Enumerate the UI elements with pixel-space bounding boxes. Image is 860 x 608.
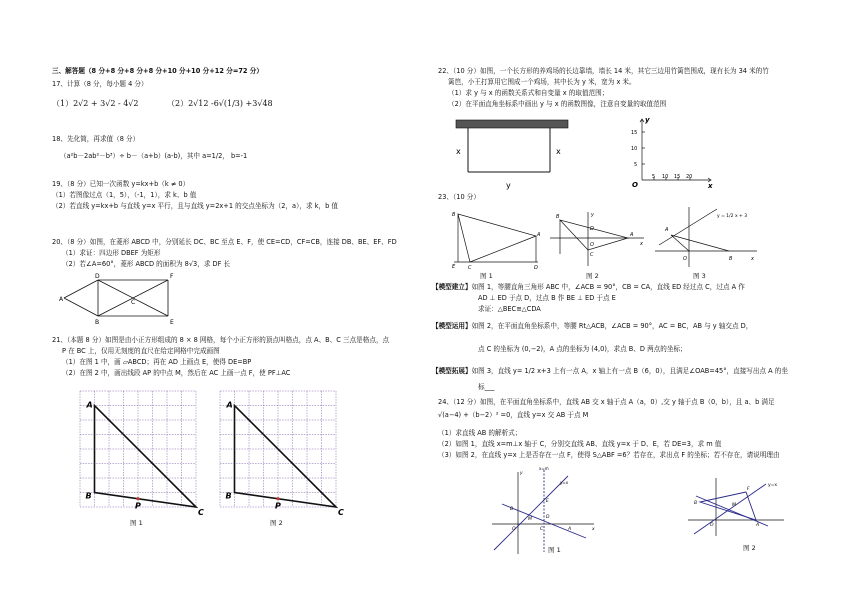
q23-f1-e: E xyxy=(452,264,456,270)
grid-label-p: P xyxy=(135,501,141,511)
q22-wall-figure xyxy=(450,116,580,191)
q22-ytick-15: 15 xyxy=(631,130,638,136)
q23-f2-y: y xyxy=(591,212,594,218)
q22-title: 22、（10 分）如图，一个长方形的养鸡场的长边靠墙，墙长 14 米，其它三边用竹篱笆围成，现有长为 34 米的竹 xyxy=(438,67,769,75)
q21-title: 21、（本题 8 分）如图是由小正方形组成的 8 × 8 网格，每个小正方形的顶点叫格点，点 A、B、C 三点是格点，点 xyxy=(52,336,390,344)
q24-f1-yx: y=x xyxy=(560,480,569,485)
q17-part2: （2）2√12 -6√(1/3) +3√48 xyxy=(167,99,273,108)
q18-title: 18、先化简，再求值（8 分） xyxy=(52,135,140,143)
q24-f2-yx: y=x xyxy=(768,483,778,488)
grid-label-b: B xyxy=(85,491,92,501)
wall xyxy=(456,120,568,128)
q24-f2-m: M xyxy=(732,503,736,508)
q24-f2-f: F xyxy=(747,487,750,492)
q23-f2-d: D xyxy=(590,226,594,232)
q24-f1-c: C xyxy=(540,527,544,532)
q22-part1: （1）求 y 与 x 的函数关系式和自变量 x 的取值范围； xyxy=(448,89,609,97)
q23-f1-a: A xyxy=(537,232,541,238)
q18-expression: （a²b－2ab²－b³）÷ b－（a+b）(a-b)，其中 a=1/2， b=-1 xyxy=(60,152,248,160)
q22-label-x-left: x xyxy=(456,147,461,156)
q19-title: 19、（8 分）已知一次函数 y=kx+b（k ≠ 0） xyxy=(52,180,190,188)
q24-f1-x: x xyxy=(592,527,595,532)
q20-title: 20、（8 分）如图，在菱形 ABCD 中，分别延长 DC、BC 至点 E、F，使 CE=CD，CF=CB，连接 DB、BE、EF、FD xyxy=(52,238,397,246)
grid-label-c: C xyxy=(198,508,204,517)
q24-f1-xm: x=m xyxy=(539,466,549,471)
q21-fig1-caption: 图 1 xyxy=(130,519,143,527)
q22-axes-figure xyxy=(628,116,718,188)
q22-xtick-10: 10 xyxy=(662,174,669,180)
q24-f2-a: A xyxy=(756,523,760,528)
q24-figure-2 xyxy=(686,476,786,538)
q23-fig1-caption: 图 1 xyxy=(480,272,493,280)
q22-xtick-15: 15 xyxy=(674,174,681,180)
q23-model1-text: 如图 1，等腰直角三角形 ABC 中，∠ACB = 90°，CB = CA，直线 ED 经过点 C，过点 A 作 xyxy=(471,283,745,291)
triangle-abc xyxy=(235,406,337,508)
q24-part1: （1）求直线 AB 的解析式； xyxy=(438,429,522,437)
section-title: 三、解答题（8 分+8 分+8 分+8 分+10 分+10 分+12 分=72 分） xyxy=(52,67,263,75)
q22-ytick-10: 10 xyxy=(631,146,638,152)
q24-fig1-caption: 图 1 xyxy=(548,546,561,554)
q20-label-e: E xyxy=(170,319,174,326)
q24-f2-o: O xyxy=(710,523,714,528)
q23-f2-x: x xyxy=(640,241,643,247)
q24-f1-d: D xyxy=(546,515,550,520)
q24-part2: （2）如图 1，直线 x=m⊥x 轴于 C，分别交直线 AB、直线 y=x 于 D、E，若 DE=3，求 m 值 xyxy=(438,440,722,448)
q23-model2-tag: 【模型运用】 xyxy=(432,322,472,330)
q23-f3-o: O xyxy=(683,256,687,262)
q23-title: 23、（10 分） xyxy=(438,193,480,201)
q23-f2-a: A xyxy=(630,232,634,238)
q23-model2-line2: 点 C 的坐标为 (0,−2)，A 点的坐标为 (4,0)，求点 B、D 两点的坐标； xyxy=(478,345,687,353)
grid-label-b: B xyxy=(225,491,232,501)
q23-figure-1 xyxy=(450,208,541,271)
q23-f1-b: B xyxy=(452,212,456,218)
q23-fig3-caption: 图 3 xyxy=(693,272,706,280)
q23-f3-b: B xyxy=(729,256,733,262)
point-p xyxy=(276,497,279,500)
q17-part1: （1）2√2 + 3√2 - 4√2 xyxy=(52,99,139,108)
q23-f3-x: x xyxy=(751,256,754,262)
grid-label-p: P xyxy=(275,501,281,511)
q23-f3-a: A xyxy=(665,227,669,233)
q22-title-line2: 篱笆，小王打算用它围成一个鸡场，其中长为 y 米，宽为 x 米。 xyxy=(448,78,636,86)
q23-model1-line3: 求证：△BEC≌△CDA xyxy=(478,305,541,313)
q23-model3-line2: 标___ xyxy=(478,383,495,391)
q22-axis-origin: O xyxy=(632,181,638,189)
q23-fig2-caption: 图 2 xyxy=(586,272,599,280)
q22-part2: （2）在平面直角坐标系中画出 y 与 x 的函数图像，注意自变量的取值范围 xyxy=(448,100,667,108)
q21-part2: （2）在图 2 中，画出线段 AP 的中点 M，然后在 AC 上画一点 F，使 PF⊥AC xyxy=(62,369,291,377)
q22-label-x-right: x xyxy=(556,147,561,156)
q23-model3-tag: 【模型拓展】 xyxy=(432,367,472,375)
q20-label-b: B xyxy=(95,319,100,326)
q20-label-c: C xyxy=(131,299,136,306)
q24-figure-1 xyxy=(488,466,598,556)
q23-figure-2 xyxy=(548,210,648,268)
q23-model1-tag: 【模型建立】 xyxy=(432,283,472,291)
q21-title-line2: P 在 BC 上，仅用无刻度的直尺在给定网格中完成画图 xyxy=(62,347,220,355)
q24-f1-o: O xyxy=(512,527,516,532)
q21-fig2-caption: 图 2 xyxy=(270,519,283,527)
q20-label-a: A xyxy=(59,296,64,303)
q23-f1-d: D xyxy=(534,265,538,271)
triangle-abc xyxy=(95,406,197,508)
q24-f1-y: y xyxy=(520,471,523,476)
q22-ytick-5: 5 xyxy=(634,162,638,168)
q21-part1: （1）在图 1 中，画 ▱ABCD；再在 AD 上画点 E，使得 DE=BP xyxy=(62,358,252,366)
grid-label-c: C xyxy=(338,508,344,517)
q24-f1-b: B xyxy=(510,507,514,512)
grid-label-a: A xyxy=(226,400,233,410)
q21-grid-figure-2 xyxy=(212,385,344,515)
q24-f1-m: M xyxy=(528,517,532,522)
q23-model3-text: 如图 3，直线 y= 1/2 x+3 上有一点 A，x 轴上有一点 B（6，0），且满足∠OAB=45°，直接写出点 A 的坐 xyxy=(471,367,788,375)
q22-axis-y-label: y xyxy=(645,116,650,124)
q17-title: 17、计算（8 分，每小题 4 分） xyxy=(52,80,148,88)
q19-part2: （2）若直线 y=kx+b 与直线 y=x 平行，且与直线 y=2x+1 的交点坐标为（2，a），求 k，b 值 xyxy=(52,202,338,210)
q23-model2-text: 如图 2，在平面直角坐标系中，等腰 Rt△ACB，∠ACB = 90°，AC = BC，AB 与 y 轴交点 D， xyxy=(471,322,753,330)
q24-f2-b: B xyxy=(694,501,698,506)
q23-model3 xyxy=(432,367,788,375)
q23-f1-c: C xyxy=(468,265,472,271)
grid-label-a: A xyxy=(86,400,93,410)
q20-part1: （1）求证：四边形 DBEF 为矩形 xyxy=(62,249,161,257)
q23-f2-o: O xyxy=(590,242,594,248)
q24-part3: （3）如图 2，在直线 y=x 上是否存在一点 F，使得 S△ABF =6？若存在，求出点 F 的坐标；若不存在，请说明理由 xyxy=(438,451,780,459)
q24-fig2-caption: 图 2 xyxy=(743,544,756,552)
q22-axis-x-label: x xyxy=(708,182,713,190)
q23-f2-c: C xyxy=(590,252,594,258)
q23-model1-line2: AD ⊥ ED 于点 D，过点 B 作 BE ⊥ ED 于点 E xyxy=(478,294,616,302)
q20-rhombus-figure xyxy=(59,273,190,328)
q23-f3-line-label: y = 1/2 x + 3 xyxy=(717,214,748,219)
q22-label-y: y xyxy=(506,181,511,190)
q20-label-d: D xyxy=(95,273,100,280)
q21-grid-figure-1 xyxy=(72,385,204,515)
q19-part1: （1）若图像过点（1，5），（-1，1），求 k、b 值 xyxy=(52,191,197,199)
q24-title: 24、（12 分）如图，在平面直角坐标系中，直线 AB 交 x 轴于点 A（a，0）,交 y 轴于点 B（0，b），且 a、b 满足 xyxy=(438,398,775,406)
q24-f1-a: A xyxy=(568,527,572,532)
q20-part2: （2）若∠A=60°，菱形 ABCD 的面积为 8√3，求 DF 长 xyxy=(62,260,231,268)
q22-xtick-20: 20 xyxy=(686,174,693,180)
q23-figure-3 xyxy=(653,205,763,269)
q23-model2 xyxy=(432,322,752,330)
q22-xtick-5: 5 xyxy=(652,174,656,180)
q20-label-f: F xyxy=(170,273,174,280)
q23-model1 xyxy=(432,283,745,291)
q24-f1-e: E xyxy=(546,499,549,504)
point-p xyxy=(136,497,139,500)
q24-title-line2: √(a−4) +（b−2）² =0，直线 y=x 交 AB 于点 M xyxy=(438,411,589,419)
q23-f2-b: B xyxy=(556,214,560,220)
